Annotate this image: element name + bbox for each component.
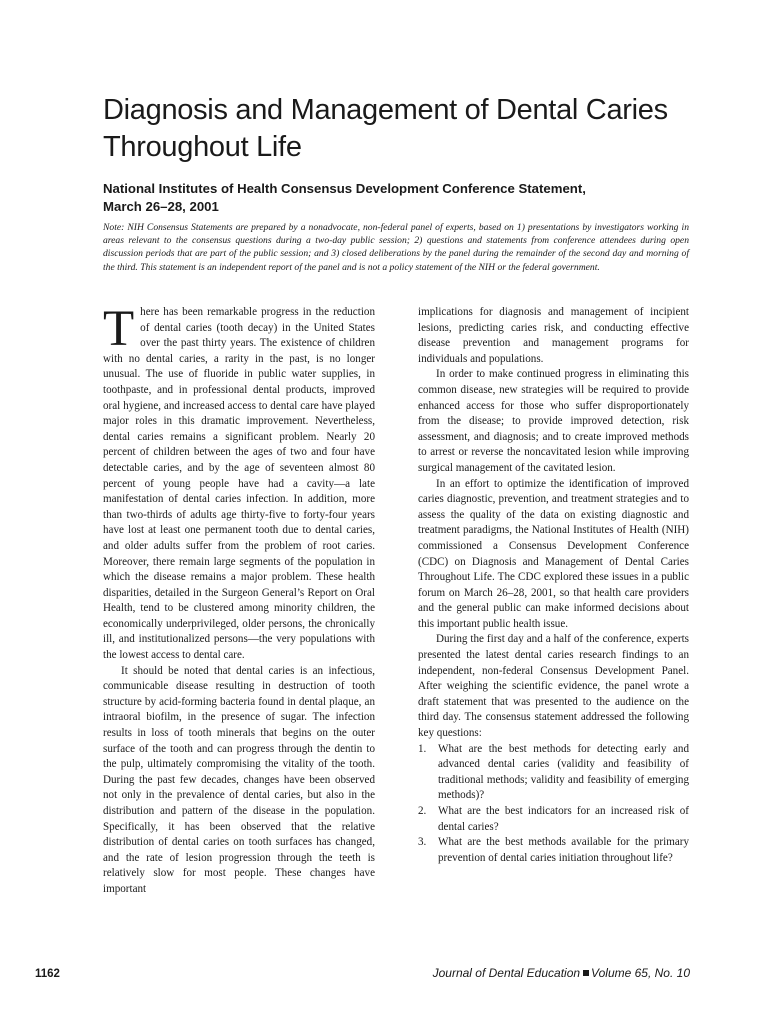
key-questions-list xyxy=(418,742,689,867)
list-item-number: 1. xyxy=(418,742,427,755)
intro-paragraph xyxy=(103,301,375,664)
body-paragraph: During the first day and a half of the conference, experts presented the latest dental caries research findings to an independent, non-federal Consensus Development Panel. After weighing the scientific evidence, the panel wrote a draft statement that was presented to the audience on the third day. The consensus statement addressed the following key questions: xyxy=(418,633,689,740)
article-title xyxy=(103,92,703,166)
subtitle-line-2: March 26–28, 2001 xyxy=(103,199,219,214)
list-item-text: What are the best methods available for the primary prevention of dental caries initiation throughout life? xyxy=(438,836,689,864)
title-line-1: Diagnosis and Management of Dental Caries xyxy=(103,94,668,126)
list-item xyxy=(418,742,689,804)
left-column xyxy=(103,301,375,898)
subtitle-line-1: National Institutes of Health Consensus Development Conference Statement, xyxy=(103,181,586,196)
title-line-2: Throughout Life xyxy=(103,131,302,163)
drop-cap: T xyxy=(103,301,135,357)
body-paragraph: It should be noted that dental caries is an infectious, communicable disease resulting in destruction of tooth structure by acid-forming bacteria found in dental plaque, an intraoral biofilm, in the presence of sugar. The infection results in loss of tooth minerals that begins on the outer surface of the tooth and can progress through the dentin to the pulp, ultimately compromising the vitality of the tooth. During the past few decades, changes have been observed not only in the prevalence of dental caries, but also in the distribution and pattern of the disease in the population. Specifically, it has been observed that the relative distribution of dental caries on tooth surfaces has changed, and the rate of lesion progression through the teeth is relatively slow for most people. These changes have important xyxy=(103,664,375,895)
body-paragraph: implications for diagnosis and management of incipient lesions, predicting caries risk, and conducting effective disease prevention and management programs for individuals and populations. xyxy=(418,306,689,365)
consensus-note: Note: NIH Consensus Statements are prepared by a nonadvocate, non-federal panel of experts, based on 1) presentations by investigators working in areas relevant to the consensus questions during a two-day public session; 2) questions and statements from conference attendees during open discussion periods that are part of the public session; and 3) closed deliberations by the panel during the remainder of the second day and morning of the third. This statement is an independent report of the panel and is not a policy statement of the NIH or the federal government. xyxy=(103,222,689,273)
page-number: 1162 xyxy=(35,968,60,980)
right-column xyxy=(418,305,689,866)
journal-volume: Volume 65, No. 10 xyxy=(591,966,690,980)
body-paragraph: In an effort to optimize the identification of improved caries diagnostic, prevention, and treatment strategies and to assess the quality of the data on existing diagnostic and treatment paradigms, the National Institutes of Health (NIH) commissioned a Consensus Development Conference (CDC) on Diagnosis and Management of Dental Caries Throughout Life. The CDC explored these issues in a public forum on March 26–28, 2001, so that health care providers and the general public can make informed decisions about this important public health issue. xyxy=(418,477,689,630)
list-item-text: What are the best methods for detecting early and advanced dental caries (validity and feasibility of traditional methods; validity and feasibility of emerging methods)? xyxy=(438,742,689,802)
list-item xyxy=(418,835,689,866)
square-separator-icon xyxy=(583,970,589,976)
list-item-number: 2. xyxy=(418,805,427,817)
running-footer xyxy=(433,966,690,980)
list-item-text: What are the best indicators for an increased risk of dental caries? xyxy=(438,805,689,833)
list-item-number: 3. xyxy=(418,836,427,849)
intro-paragraph-text: here has been remarkable progress in the reduction of dental caries (tooth decay) in the United States over the past thirty years. The existence of children with no dental caries, a rarity in the past, is no longer unusual. The use of fluoride in public water supplies, in toothpaste, and in professional dental products, improved oral hygiene, and increased access to dental care have played major roles in this dramatic improvement. Nevertheless, dental caries remains a significant problem. Nearly 20 percent of children between the ages of two and four have detectable caries, and by the age of seventeen almost 80 percent of young people have had a cavity—a late manifestation of dental caries infection. In addition, more than two-thirds of adults age thirty-five to forty-four years have lost at least one permanent tooth due to dental caries, and older adults suffer from the problem of root caries. Moreover, there remain large segments of the population in which the disease remains a major problem. These health disparities, detailed in the Surgeon General’s Report on Oral Health, tend to be clustered among minority children, the economically underprivileged, older persons, the chronically ill, and institutionalized persons—the very populations with the lowest access to dental care. xyxy=(103,306,375,662)
article-subtitle xyxy=(103,180,703,216)
body-paragraph: In order to make continued progress in eliminating this common disease, new strategies will be required to provide enhanced access for those who suffer disproportionately from the disease; to provide improved detection, risk assessment, and diagnosis; and to create improved methods to arrest or reverse the noncavitated lesion while improving surgical management of the cavitated lesion. xyxy=(418,368,689,474)
list-item xyxy=(418,804,689,835)
journal-name: Journal of Dental Education xyxy=(432,966,581,980)
